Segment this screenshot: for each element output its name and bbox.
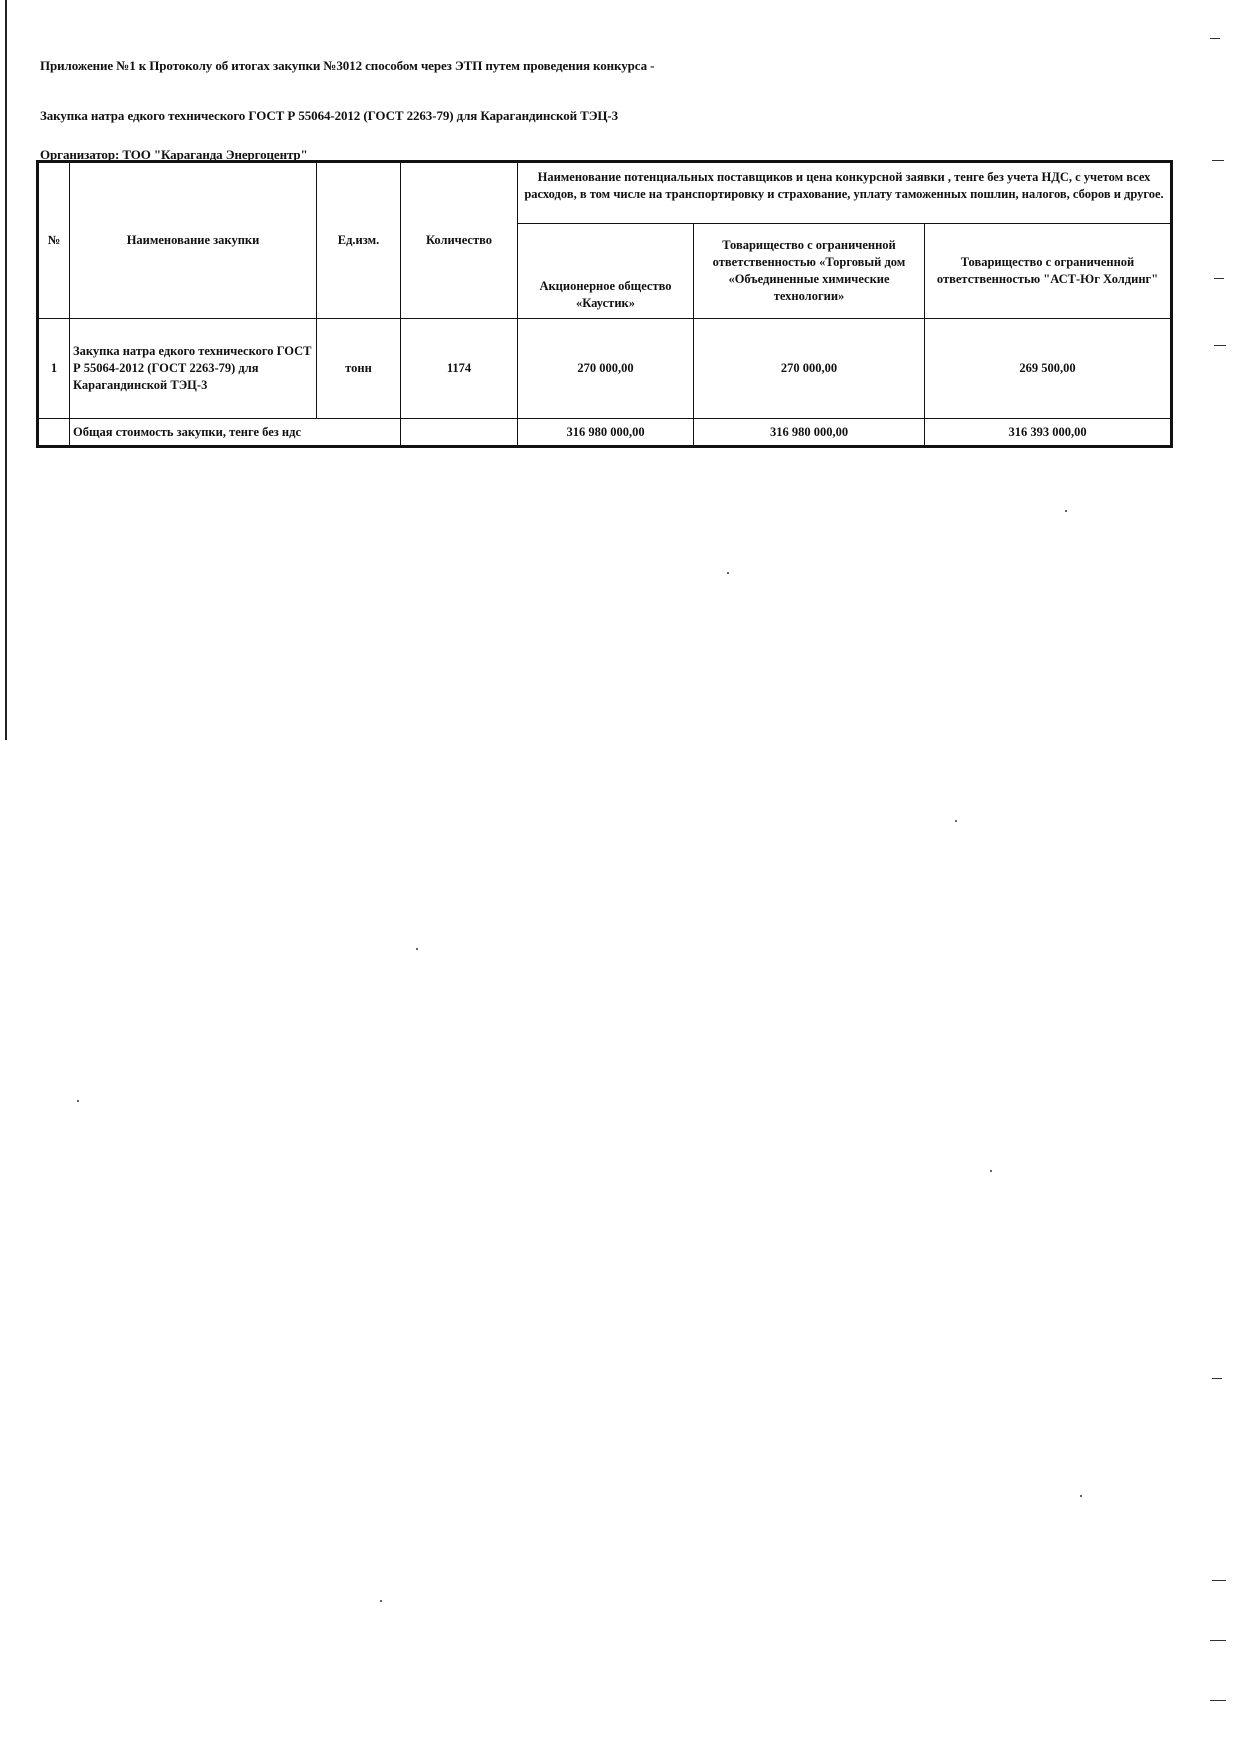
scan-artifact bbox=[1210, 1640, 1226, 1641]
scan-artifact bbox=[1210, 1700, 1226, 1701]
total-label: Общая стоимость закупки, тенге без ндс bbox=[70, 419, 401, 447]
scan-artifact bbox=[1212, 1580, 1226, 1581]
col-header-quantity: Количество bbox=[401, 162, 518, 319]
scan-artifact bbox=[1210, 38, 1220, 39]
procurement-subject: Закупка натра едкого технического ГОСТ Р 55064-2012 (ГОСТ 2263-79) для Карагандинской ТЭЦ-3 bbox=[40, 108, 619, 123]
total-supplier-1: 316 980 000,00 bbox=[518, 419, 694, 447]
col-header-suppliers: Наименование потенциальных поставщиков и цена конкурсной заявки , тенге без учета НДС, с учетом всех расходов, в том числе на транспортировку и страхование, уплату таможенных пошлин, налогов, сборов и другое. bbox=[518, 162, 1172, 224]
scan-artifact bbox=[1214, 345, 1226, 346]
scan-artifact bbox=[416, 948, 418, 950]
organizer-line: Организатор: ТОО "Караганда Энергоцентр" bbox=[40, 147, 308, 162]
appendix-title: Приложение №1 к Протоколу об итогах закупки №3012 способом через ЭТП путем проведения конкурса - bbox=[40, 58, 655, 73]
supplier-header-3: Товарищество с ограниченной ответственностью "АСТ-Юг Холдинг" bbox=[925, 224, 1172, 319]
col-header-number: № bbox=[38, 162, 70, 319]
table-row bbox=[38, 319, 1172, 419]
row-price-supplier-3: 269 500,00 bbox=[925, 319, 1172, 419]
row-price-supplier-2: 270 000,00 bbox=[694, 319, 925, 419]
scan-artifact bbox=[1212, 160, 1224, 161]
col-header-unit: Ед.изм. bbox=[317, 162, 401, 319]
row-unit: тонн bbox=[317, 319, 401, 419]
row-price-supplier-1: 270 000,00 bbox=[518, 319, 694, 419]
total-empty-qty bbox=[401, 419, 518, 447]
row-quantity: 1174 bbox=[401, 319, 518, 419]
total-supplier-2: 316 980 000,00 bbox=[694, 419, 925, 447]
row-number: 1 bbox=[38, 319, 70, 419]
scan-artifact bbox=[1212, 1378, 1222, 1379]
row-name: Закупка натра едкого технического ГОСТ Р 55064-2012 (ГОСТ 2263-79) для Карагандинской ТЭЦ-3 bbox=[70, 319, 317, 419]
scan-artifact bbox=[1214, 278, 1224, 279]
total-empty-cell bbox=[38, 419, 70, 447]
scan-edge-line bbox=[5, 0, 7, 740]
scan-artifact bbox=[380, 1600, 382, 1602]
scan-artifact bbox=[77, 1100, 79, 1102]
scan-artifact bbox=[727, 572, 729, 574]
scan-artifact bbox=[1065, 510, 1067, 512]
total-supplier-3: 316 393 000,00 bbox=[925, 419, 1172, 447]
bids-table bbox=[36, 160, 1173, 448]
supplier-header-1: Акционерное общество «Каустик» bbox=[518, 224, 694, 319]
scan-artifact bbox=[955, 820, 957, 822]
col-header-name: Наименование закупки bbox=[70, 162, 317, 319]
total-row bbox=[38, 419, 1172, 447]
scan-artifact bbox=[1080, 1495, 1082, 1497]
scan-artifact bbox=[990, 1170, 992, 1172]
supplier-header-2: Товарищество с ограниченной ответственностью «Торговый дом «Объединенные химические технологии» bbox=[694, 224, 925, 319]
